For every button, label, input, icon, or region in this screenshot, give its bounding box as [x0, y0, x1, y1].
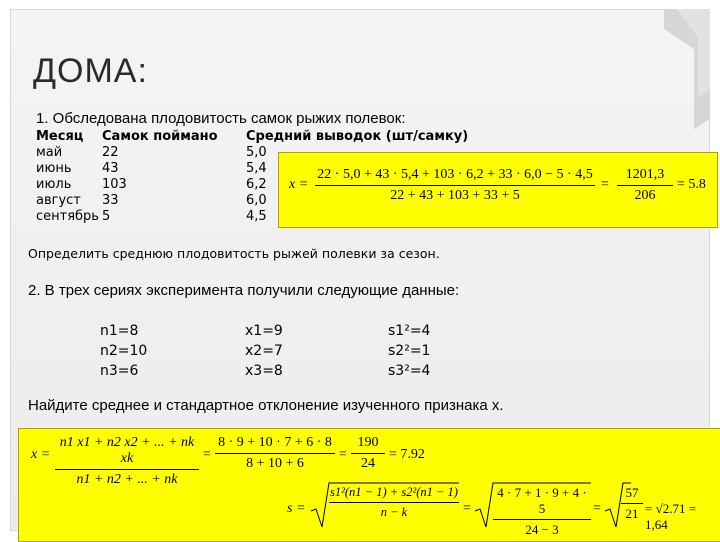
cell-litter: 5,0 — [246, 145, 267, 160]
fraction — [315, 167, 595, 204]
header-litter: Средний выводок (шт/самку) — [246, 129, 469, 144]
value-x: x3=8 — [245, 363, 283, 379]
task1-intro: 1. Обследована плодовитость самок рыжих полевок: — [36, 110, 406, 127]
value-s: s2²=1 — [388, 343, 431, 359]
numerator: 1201,3 — [625, 167, 665, 182]
cell-litter: 6,0 — [246, 193, 267, 208]
value-n: n2=10 — [100, 343, 148, 359]
cell-month: сентябрь — [36, 209, 99, 224]
formula-lhs: x = — [289, 177, 309, 192]
cell-month: июнь — [36, 161, 72, 176]
denominator: 206 — [634, 188, 656, 203]
value-s: s3²=4 — [388, 363, 431, 379]
cell-caught: 22 — [102, 145, 119, 160]
value-x: x1=9 — [245, 323, 283, 339]
denominator: n1 + n2 + ... + nk — [76, 472, 178, 487]
equals-sign: = — [593, 501, 601, 516]
numerator: n1 x1 + n2 x2 + ... + nk xk — [59, 435, 195, 466]
numerator: 22 · 5,0 + 43 · 5,4 + 103 · 6,2 + 33 · 6,0 − 5 · 4,5 — [317, 167, 593, 182]
column-s — [388, 321, 430, 381]
mean-result: = 7.92 — [389, 447, 425, 462]
fraction — [617, 167, 673, 204]
cell-caught: 103 — [102, 177, 127, 192]
denominator: 24 − 3 — [525, 522, 559, 537]
fraction — [55, 435, 199, 488]
denominator: 24 — [361, 456, 375, 471]
numerator: 57 — [625, 485, 639, 500]
page-title: ДОМА: — [33, 52, 148, 90]
cell-month: июль — [36, 177, 72, 192]
column-month — [36, 129, 99, 225]
equals-sign: = — [203, 447, 211, 462]
equals-sign: = — [339, 447, 347, 462]
fraction — [351, 435, 385, 472]
task2-question: Найдите среднее и стандартное отклонение изученного признака x. — [28, 397, 504, 414]
header-caught: Самок поймано — [102, 129, 218, 144]
header-month: Месяц — [36, 129, 84, 144]
cell-litter: 4,5 — [246, 209, 267, 224]
denominator: 8 + 10 + 6 — [246, 456, 304, 471]
cell-month: май — [36, 145, 63, 160]
denominator: n − k — [380, 505, 408, 519]
numerator: 190 — [357, 435, 379, 450]
value-n: n3=6 — [100, 363, 139, 379]
numerator: s1²(n1 − 1) + s2²(n1 − 1) — [330, 485, 458, 499]
fraction — [621, 485, 643, 522]
cell-caught: 33 — [102, 193, 119, 208]
task1-question: Определить среднюю плодовитость рыжей полевки за сезон. — [28, 246, 440, 261]
equals-sign: = — [463, 501, 471, 516]
value-s: s1²=4 — [388, 323, 431, 339]
numerator: 4 · 7 + 1 · 9 + 4 · 5 — [497, 485, 587, 516]
task2-intro: 2. В трех сериях эксперимента получили следующие данные: — [28, 282, 460, 299]
cell-litter: 5,4 — [246, 161, 267, 176]
column-n — [100, 321, 147, 381]
cell-caught: 43 — [102, 161, 119, 176]
fraction — [215, 435, 335, 472]
denominator: 21 — [625, 506, 639, 521]
cell-caught: 5 — [102, 209, 111, 224]
cell-litter: 6,2 — [246, 177, 267, 192]
column-caught — [102, 129, 218, 225]
fraction — [493, 485, 591, 538]
formula-result: = 5.8 — [677, 177, 706, 192]
equals-sign: = — [601, 177, 609, 192]
cell-month: август — [36, 193, 81, 208]
mean-lhs: x = — [31, 447, 51, 462]
sd-lhs: s = — [287, 501, 306, 516]
denominator: 22 + 43 + 103 + 33 + 5 — [390, 188, 520, 203]
sd-result: = √2.71 = 1,64 — [645, 501, 697, 532]
fraction — [329, 485, 459, 520]
solution-formula-box — [18, 428, 720, 542]
mean-formula-box — [278, 152, 718, 228]
column-x — [245, 321, 283, 381]
value-x: x2=7 — [245, 343, 283, 359]
value-n: n1=8 — [100, 323, 139, 339]
corner-decoration-icon — [664, 9, 710, 129]
numerator: 8 · 9 + 10 · 7 + 6 · 8 — [218, 435, 332, 450]
